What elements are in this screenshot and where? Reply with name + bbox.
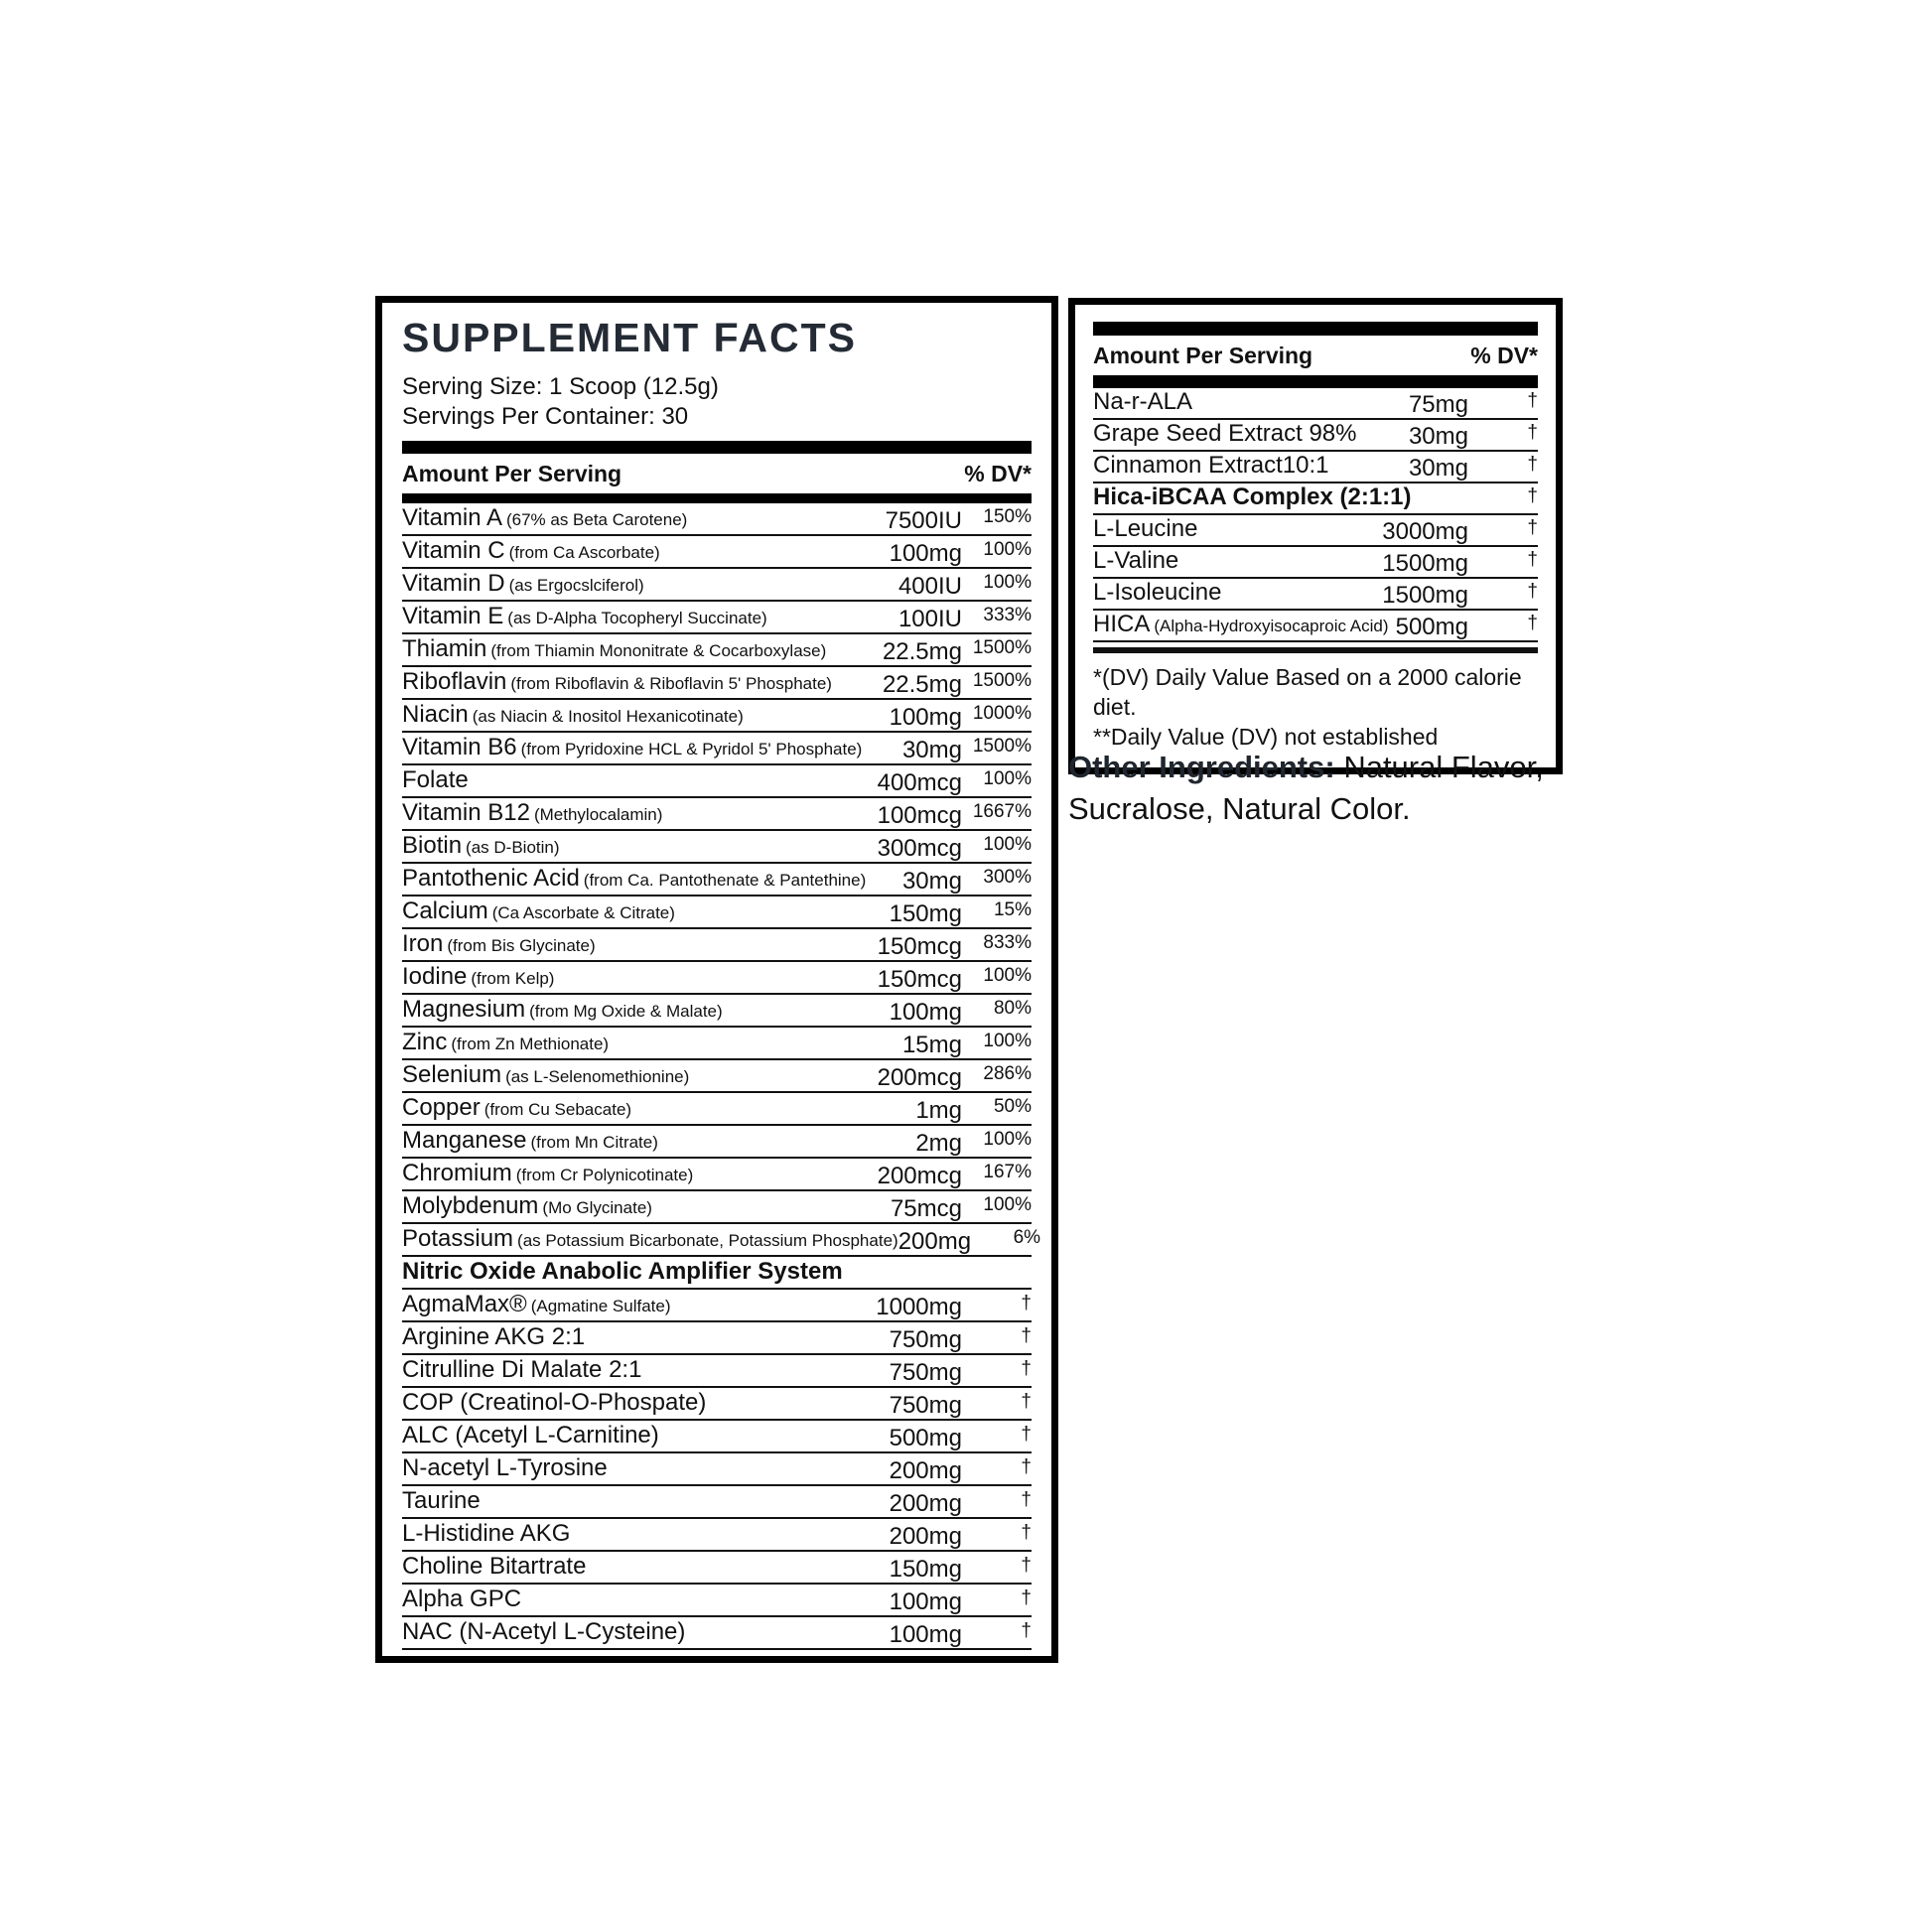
table-row [402, 929, 1032, 962]
nutrient-name: Taurine [402, 1487, 481, 1514]
nutrient-dv: 1500% [972, 736, 1032, 757]
table-row [1093, 388, 1538, 420]
nutrient-amount: 30mg [901, 868, 962, 895]
row-name-group [402, 1488, 484, 1517]
nutrient-detail: (as Niacin & Inositol Hexanicotinate) [472, 707, 744, 726]
nutrient-name: Iodine [402, 963, 468, 990]
nutrient-amount: 200mcg [877, 1064, 962, 1091]
nutrient-dv: 1000% [972, 703, 1032, 724]
nutrient-amount: 150mcg [877, 966, 962, 993]
row-name-group [402, 1292, 671, 1320]
row-name-group [402, 1521, 574, 1550]
nutrient-dv: 100% [983, 768, 1032, 789]
nutrient-dv: † [1021, 1293, 1032, 1313]
nutrient-name: L-Isoleucine [1093, 579, 1222, 606]
nutrient-amount: 30mg [1408, 423, 1468, 450]
nutrient-dv: † [1021, 1522, 1032, 1543]
footnote: **Daily Value (DV) not established [1093, 724, 1439, 750]
servings-per-container: Servings Per Container: 30 [402, 403, 689, 430]
table-row [402, 1126, 1032, 1159]
nutrient-table [1093, 388, 1538, 642]
row-name-group [1093, 548, 1182, 577]
nutrient-dv: 167% [983, 1162, 1032, 1182]
nutrient-name: Vitamin A [402, 504, 502, 531]
nutrient-dv: 333% [983, 605, 1032, 625]
nutrient-amount: 7500IU [885, 507, 962, 534]
nutrient-amount: 400IU [897, 573, 962, 600]
nutrient-amount: 30mg [1408, 455, 1468, 482]
nutrient-name: ALC (Acetyl L-Carnitine) [402, 1422, 659, 1449]
nutrient-name: Copper [402, 1094, 481, 1121]
row-name-group [402, 1161, 693, 1189]
nutrient-detail: (Mo Glycinate) [542, 1198, 652, 1217]
nutrient-detail: (Agmatine Sulfate) [530, 1297, 671, 1315]
nutrient-name: NAC (N-Acetyl L-Cysteine) [402, 1618, 686, 1645]
nutrient-name: Vitamin B12 [402, 799, 530, 826]
nutrient-detail: (as Ergocslciferol) [508, 576, 644, 595]
divider-bar [1093, 322, 1538, 336]
table-row [402, 503, 1032, 536]
row-name-group [402, 1128, 658, 1157]
nutrient-dv: † [1021, 1456, 1032, 1477]
supplement-facts-panel [375, 296, 1058, 1663]
other-ingredients [1068, 747, 1585, 830]
row-name-group [402, 964, 554, 993]
nutrient-amount: 300mcg [877, 835, 962, 862]
nutrient-amount: 3000mg [1382, 518, 1468, 545]
nutrient-amount: 150mcg [877, 933, 962, 960]
nutrient-name: Molybdenum [402, 1192, 539, 1219]
nutrient-amount: 1000mg [876, 1294, 962, 1320]
nutrient-dv: † [1527, 581, 1538, 602]
nutrient-name: L-Histidine AKG [402, 1520, 571, 1547]
footnote: *(DV) Daily Value Based on a 2000 calorie diet. [1093, 664, 1522, 720]
nutrient-dv: 1500% [972, 670, 1032, 691]
divider-bar [402, 493, 1032, 503]
nutrient-amount: 100mg [889, 999, 962, 1026]
nutrient-name: Thiamin [402, 635, 487, 662]
nutrient-dv: 80% [993, 998, 1032, 1019]
table-row [402, 536, 1032, 569]
table-row [402, 995, 1032, 1028]
amount-per-serving-label: Amount Per Serving [1093, 343, 1313, 368]
nutrient-amount: 22.5mg [882, 671, 962, 698]
nutrient-name: COP (Creatinol-O-Phospate) [402, 1389, 707, 1416]
nutrient-amount: 200mg [889, 1523, 962, 1550]
row-name-group [402, 538, 660, 567]
table-row [402, 1257, 1032, 1290]
nutrient-dv: † [1021, 1391, 1032, 1412]
table-row [402, 700, 1032, 733]
row-name-group [402, 1259, 847, 1288]
nutrient-detail: (from Cr Polynicotinate) [515, 1166, 694, 1184]
table-row [1093, 579, 1538, 611]
nutrient-name: Cinnamon Extract10:1 [1093, 452, 1329, 479]
nutrient-name: N-acetyl L-Tyrosine [402, 1454, 608, 1481]
nutrient-name: Calcium [402, 897, 488, 924]
row-name-group [402, 1357, 645, 1386]
table-row [402, 1453, 1032, 1486]
nutrient-dv: 1500% [972, 637, 1032, 658]
nutrient-dv: † [1021, 1489, 1032, 1510]
table-row [402, 962, 1032, 995]
nutrient-detail: (from Bis Glycinate) [447, 936, 596, 955]
table-row [402, 765, 1032, 798]
nutrient-detail: (Methylocalamin) [533, 805, 663, 824]
nutrient-amount: 2mg [915, 1130, 962, 1157]
nutrient-dv: 100% [983, 539, 1032, 560]
nutrient-detail: (as L-Selenomethionine) [505, 1067, 690, 1086]
nutrient-amount: 750mg [889, 1326, 962, 1353]
table-row [402, 1060, 1032, 1093]
divider-bar [1093, 647, 1538, 653]
nutrient-amount: 150mg [889, 900, 962, 927]
row-name-group [402, 702, 744, 731]
divider-bar [1093, 375, 1538, 388]
table-row [402, 1028, 1032, 1060]
nutrient-name: Arginine AKG 2:1 [402, 1323, 586, 1350]
nutrient-dv: 100% [983, 1031, 1032, 1051]
nutrient-detail: (from Mg Oxide & Malate) [529, 1002, 723, 1021]
row-name-group [1093, 612, 1389, 640]
row-name-group [402, 505, 687, 534]
nutrient-amount: 1500mg [1382, 550, 1468, 577]
nutrient-name: Alpha GPC [402, 1586, 522, 1612]
row-name-group [402, 1423, 663, 1451]
row-name-group [402, 1390, 710, 1419]
table-row [402, 864, 1032, 897]
nutrient-detail: (from Kelp) [471, 969, 555, 988]
table-row [402, 733, 1032, 765]
table-row [1093, 452, 1538, 483]
row-name-group [402, 1030, 609, 1058]
row-name-group [402, 636, 826, 665]
other-ingredients-text: Natural Flavor, Sucralose, Natural Color. [1068, 750, 1544, 826]
nutrient-dv: † [1021, 1620, 1032, 1641]
nutrient-name: Vitamin E [402, 603, 504, 629]
nutrient-detail: (67% as Beta Carotene) [505, 510, 688, 529]
nutrient-amount: 30mg [901, 737, 962, 763]
row-name-group [402, 800, 662, 829]
nutrient-amount: 1mg [915, 1097, 962, 1124]
nutrient-amount: 100mg [889, 540, 962, 567]
nutrient-name: HICA [1093, 611, 1151, 637]
nutrient-dv: † [1021, 1358, 1032, 1379]
nutrient-dv: † [1527, 485, 1538, 506]
nutrient-amount: 750mg [889, 1392, 962, 1419]
nutrient-name: Zinc [402, 1029, 448, 1055]
row-name-group [402, 1554, 590, 1583]
nutrient-dv: † [1527, 390, 1538, 411]
row-name-group [1093, 389, 1196, 418]
nutrient-dv: 100% [983, 965, 1032, 986]
nutrient-dv: 833% [983, 932, 1032, 953]
nutrient-amount: 100mg [889, 704, 962, 731]
other-ingredients-label: Other Ingredients: [1068, 750, 1335, 784]
table-row [402, 1355, 1032, 1388]
nutrient-detail: (from Riboflavin & Riboflavin 5' Phosphate) [510, 674, 832, 693]
row-name-group [402, 1193, 652, 1222]
row-name-group [402, 931, 596, 960]
nutrient-dv: † [1527, 422, 1538, 443]
nutrient-detail: (Alpha-Hydroxyisocaproic Acid) [1154, 617, 1389, 635]
table-row [402, 1552, 1032, 1585]
nutrient-dv: 100% [983, 834, 1032, 855]
table-row [402, 1191, 1032, 1224]
nutrient-dv: 50% [993, 1096, 1032, 1117]
nutrient-name: Biotin [402, 832, 463, 859]
nutrient-dv: 1667% [972, 801, 1032, 822]
table-row [402, 569, 1032, 602]
table-row [402, 667, 1032, 700]
nutrient-detail: (from Mn Citrate) [530, 1133, 658, 1152]
row-name-group [402, 767, 473, 796]
nutrient-name: Vitamin C [402, 537, 505, 564]
nutrient-name: Pantothenic Acid [402, 865, 580, 892]
row-name-group [402, 571, 644, 600]
table-row [402, 1224, 1041, 1257]
nutrient-name: Iron [402, 930, 444, 957]
nutrient-amount: 400mcg [877, 769, 962, 796]
table-row [402, 1585, 1032, 1617]
amount-per-serving-label: Amount Per Serving [402, 461, 622, 486]
nutrient-dv: 300% [983, 867, 1032, 888]
nutrient-amount: 200mg [897, 1228, 972, 1255]
row-name-group [1093, 453, 1332, 482]
nutrient-detail: (as D-Biotin) [466, 838, 560, 857]
nutrient-amount: 150mg [889, 1556, 962, 1583]
nutrient-name: Na-r-ALA [1093, 388, 1193, 415]
row-name-group [402, 669, 832, 698]
nutrient-amount: 100mg [889, 1588, 962, 1615]
table-row [1093, 547, 1538, 579]
nutrient-detail: (from Pyridoxine HCL & Pyridol 5' Phosphate) [520, 740, 863, 759]
nutrient-amount: 75mcg [890, 1195, 962, 1222]
table-row [402, 1421, 1032, 1453]
nutrient-detail: (from Ca Ascorbate) [508, 543, 660, 562]
nutrient-amount: 15mg [901, 1032, 962, 1058]
nutrient-dv: † [1527, 549, 1538, 570]
nutrient-amount: 750mg [889, 1359, 962, 1386]
nutrient-detail: (from Zn Methionate) [451, 1035, 610, 1053]
nutrient-amount: 22.5mg [882, 638, 962, 665]
nutrient-amount: 100IU [897, 606, 962, 632]
nutrient-name: Niacin [402, 701, 469, 728]
nutrient-amount: 500mg [1395, 614, 1468, 640]
row-name-group [1093, 484, 1416, 513]
nutrient-dv: † [1527, 613, 1538, 633]
row-name-group [402, 1062, 689, 1091]
secondary-facts-panel [1068, 298, 1563, 774]
row-name-group [402, 604, 767, 632]
nutrient-dv: 150% [983, 506, 1032, 527]
nutrient-detail: (from Cu Sebacate) [483, 1100, 632, 1119]
row-name-group [1093, 421, 1360, 450]
nutrient-name: L-Valine [1093, 547, 1179, 574]
nutrient-name: Riboflavin [402, 668, 507, 695]
nutrient-name: Nitric Oxide Anabolic Amplifier System [402, 1258, 843, 1285]
serving-size: Serving Size: 1 Scoop (12.5g) [402, 373, 719, 400]
nutrient-dv: † [1021, 1325, 1032, 1346]
table-row [402, 1322, 1032, 1355]
table-row [402, 634, 1032, 667]
nutrient-name: AgmaMax® [402, 1291, 527, 1317]
nutrient-dv: 100% [983, 1129, 1032, 1150]
nutrient-detail: (from Thiamin Mononitrate & Cocarboxylase) [490, 641, 827, 660]
nutrient-detail: (from Ca. Pantothenate & Pantethine) [583, 871, 867, 890]
row-name-group [402, 1324, 589, 1353]
nutrient-amount: 500mg [889, 1425, 962, 1451]
nutrient-name: L-Leucine [1093, 515, 1198, 542]
row-name-group [402, 866, 866, 895]
row-name-group [402, 735, 862, 763]
percent-dv-label: % DV* [964, 461, 1032, 486]
table-row [1093, 483, 1538, 515]
nutrient-dv: 100% [983, 572, 1032, 593]
nutrient-table [402, 503, 1041, 1650]
nutrient-name: Folate [402, 766, 469, 793]
nutrient-name: Chromium [402, 1160, 512, 1186]
nutrient-dv: 15% [993, 899, 1032, 920]
table-row [1093, 420, 1538, 452]
nutrient-name: Selenium [402, 1061, 502, 1088]
nutrient-name: Potassium [402, 1225, 514, 1252]
table-row [1093, 515, 1538, 547]
nutrient-amount: 200mg [889, 1490, 962, 1517]
table-row [402, 1486, 1032, 1519]
nutrient-amount: 75mg [1408, 391, 1468, 418]
table-row [402, 1290, 1032, 1322]
nutrient-name: Hica-iBCAA Complex (2:1:1) [1093, 483, 1412, 510]
nutrient-detail: (as D-Alpha Tocopheryl Succinate) [507, 609, 767, 627]
nutrient-amount: 1500mg [1382, 582, 1468, 609]
row-name-group [402, 1095, 631, 1124]
percent-dv-label: % DV* [1470, 343, 1538, 368]
table-row [402, 798, 1032, 831]
table-row [402, 831, 1032, 864]
table-row [402, 1388, 1032, 1421]
nutrient-dv: 6% [1013, 1227, 1041, 1248]
row-name-group [402, 1619, 689, 1648]
row-name-group [1093, 580, 1225, 609]
nutrient-amount: 200mcg [877, 1163, 962, 1189]
table-row [402, 1159, 1032, 1191]
nutrient-dv: † [1021, 1424, 1032, 1445]
table-row [402, 1093, 1032, 1126]
nutrient-dv: † [1021, 1587, 1032, 1608]
table-row [402, 897, 1032, 929]
nutrient-name: Vitamin D [402, 570, 505, 597]
nutrient-name: Vitamin B6 [402, 734, 517, 760]
nutrient-dv: 286% [983, 1063, 1032, 1084]
nutrient-dv: 100% [983, 1194, 1032, 1215]
nutrient-amount: 200mg [889, 1457, 962, 1484]
nutrient-name: Manganese [402, 1127, 527, 1154]
divider-bar [402, 441, 1032, 454]
column-header [1093, 336, 1538, 375]
footnotes [1093, 662, 1538, 752]
nutrient-name: Choline Bitartrate [402, 1553, 587, 1580]
table-row [402, 1519, 1032, 1552]
nutrient-detail: (Ca Ascorbate & Citrate) [491, 903, 675, 922]
row-name-group [402, 833, 560, 862]
nutrient-name: Grape Seed Extract 98% [1093, 420, 1357, 447]
nutrient-amount: 100mcg [877, 802, 962, 829]
row-name-group [402, 997, 723, 1026]
panel-title: SUPPLEMENT FACTS [402, 315, 857, 360]
row-name-group [402, 1455, 612, 1484]
table-row [1093, 611, 1538, 642]
table-row [402, 1617, 1032, 1650]
nutrient-dv: † [1527, 454, 1538, 475]
table-row [402, 602, 1032, 634]
nutrient-detail: (as Potassium Bicarbonate, Potassium Phosphate) [517, 1231, 898, 1250]
column-header [402, 454, 1032, 493]
row-name-group [402, 1226, 898, 1255]
row-name-group [402, 898, 675, 927]
row-name-group [402, 1587, 525, 1615]
nutrient-name: Citrulline Di Malate 2:1 [402, 1356, 642, 1383]
nutrient-name: Magnesium [402, 996, 526, 1023]
nutrient-dv: † [1021, 1555, 1032, 1576]
row-name-group [1093, 516, 1201, 545]
nutrient-dv: † [1527, 517, 1538, 538]
nutrient-amount: 100mg [889, 1621, 962, 1648]
